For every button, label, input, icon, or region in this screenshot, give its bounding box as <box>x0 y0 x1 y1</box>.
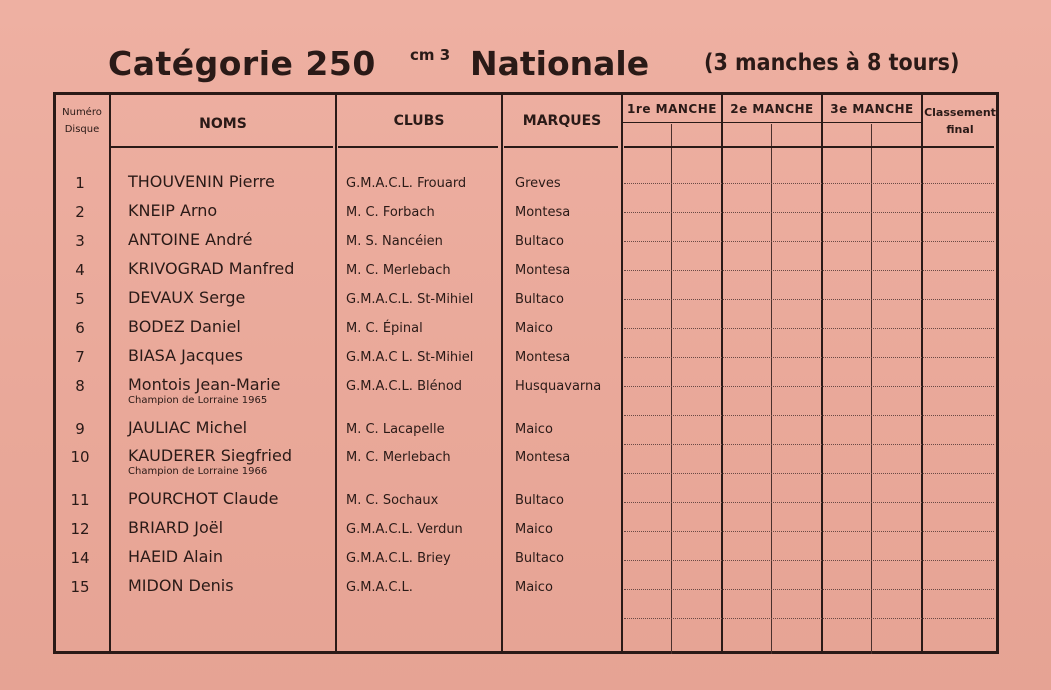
rider-club: G.M.A.C.L. <box>346 580 413 595</box>
header-underline <box>338 146 498 148</box>
rider-number: 2 <box>75 203 85 221</box>
table-row <box>0 228 1051 256</box>
rider-brand: Montesa <box>515 205 571 220</box>
header-numero <box>56 104 108 138</box>
rider-number: 15 <box>70 578 90 596</box>
rider-name: BRIARD Joël <box>128 518 224 537</box>
rider-club: M. C. Lacapelle <box>346 422 445 437</box>
table-row <box>0 444 1051 477</box>
rider-club: M. C. Sochaux <box>346 493 439 508</box>
header-noms: NOMS <box>199 116 247 132</box>
title-unit: cm 3 <box>410 46 451 64</box>
rider-club: M. S. Nancéien <box>346 234 443 249</box>
rider-brand: Montesa <box>515 263 571 278</box>
rider-brand: Montesa <box>515 450 571 465</box>
header-numero-line2: Disque <box>64 124 100 135</box>
header-manche-3: 3e MANCHE <box>830 102 914 116</box>
rider-name: KNEIP Arno <box>128 201 218 220</box>
header-manche-1: 1re MANCHE <box>627 102 717 116</box>
rider-brand: Greves <box>515 176 561 191</box>
table-row <box>0 516 1051 544</box>
rider-number: 12 <box>70 520 90 538</box>
rider-name: Montois Jean-Marie <box>128 375 281 394</box>
rider-note: Champion de Lorraine 1966 <box>128 466 268 477</box>
rider-club: G.M.A.C.L. Frouard <box>346 176 467 191</box>
rider-number: 1 <box>75 174 85 192</box>
header-underline <box>504 146 618 148</box>
rider-club: M. C. Merlebach <box>346 263 451 278</box>
table-row <box>0 199 1051 227</box>
title-nationale: Nationale <box>470 44 650 83</box>
header-clubs: CLUBS <box>393 113 445 129</box>
rider-name: BIASA Jacques <box>128 346 243 365</box>
rider-club: M. C. Épinal <box>346 321 423 336</box>
rider-club: G.M.A.C.L. Verdun <box>346 522 463 537</box>
rider-brand: Maico <box>515 522 553 537</box>
rider-name: THOUVENIN Pierre <box>128 172 275 191</box>
table-row <box>0 545 1051 573</box>
rider-number: 4 <box>75 261 85 279</box>
score-dotted-line <box>624 618 994 619</box>
table-row <box>0 257 1051 285</box>
title-category: Catégorie 250 <box>108 44 376 83</box>
table-row <box>0 170 1051 198</box>
table-row <box>0 416 1051 444</box>
rider-number: 11 <box>70 491 90 509</box>
rider-brand: Husquavarna <box>515 379 602 394</box>
header-numero-line1: Numéro <box>62 107 102 118</box>
rider-name: JAULIAC Michel <box>128 418 248 437</box>
sheet-title <box>0 40 1051 90</box>
rider-brand: Montesa <box>515 350 571 365</box>
header-manche-2: 2e MANCHE <box>730 102 814 116</box>
rider-brand: Maico <box>515 321 553 336</box>
table-row <box>0 574 1051 602</box>
score-dotted-line <box>624 473 994 474</box>
rider-club: G.M.A.C.L. St-Mihiel <box>346 292 474 307</box>
header-marques: MARQUES <box>522 113 602 129</box>
table-row <box>0 344 1051 372</box>
rider-note: Champion de Lorraine 1965 <box>128 395 268 406</box>
rider-brand: Bultaco <box>515 292 564 307</box>
table-row <box>0 286 1051 314</box>
rider-brand: Maico <box>515 580 553 595</box>
rider-name: KRIVOGRAD Manfred <box>128 259 295 278</box>
manche-underline <box>623 122 921 123</box>
rider-club: G.M.A.C.L. Blénod <box>346 379 463 394</box>
table-row <box>0 315 1051 343</box>
rider-name: DEVAUX Serge <box>128 288 246 307</box>
rider-club: M. C. Forbach <box>346 205 435 220</box>
rider-number: 8 <box>75 377 85 395</box>
rider-name: HAEID Alain <box>128 547 223 566</box>
rider-club: G.M.A.C L. St-Mihiel <box>346 350 474 365</box>
rider-name: BODEZ Daniel <box>128 317 241 336</box>
rider-number: 3 <box>75 232 85 250</box>
table-row <box>0 487 1051 515</box>
title-subtitle: (3 manches à 8 tours) <box>704 50 960 76</box>
table-row <box>0 373 1051 406</box>
rider-number: 5 <box>75 290 85 308</box>
header-classement-line1: Classement <box>924 106 996 119</box>
rider-name: MIDON Denis <box>128 576 234 595</box>
header-classement-line2: final <box>946 123 974 136</box>
rider-brand: Bultaco <box>515 493 564 508</box>
rider-number: 9 <box>75 420 85 438</box>
rider-brand: Maico <box>515 422 553 437</box>
rider-name: KAUDERER Siegfried <box>128 446 292 465</box>
header-underline <box>111 146 333 148</box>
rider-number: 10 <box>70 448 90 466</box>
rider-club: G.M.A.C.L. Briey <box>346 551 451 566</box>
rider-number: 6 <box>75 319 85 337</box>
rider-number: 14 <box>70 549 90 567</box>
header-underline <box>624 146 994 148</box>
header-classement <box>923 104 997 138</box>
rider-name: POURCHOT Claude <box>128 489 279 508</box>
rider-number: 7 <box>75 348 85 366</box>
rider-club: M. C. Merlebach <box>346 450 451 465</box>
rider-name: ANTOINE André <box>128 230 253 249</box>
rider-brand: Bultaco <box>515 234 564 249</box>
rider-brand: Bultaco <box>515 551 564 566</box>
